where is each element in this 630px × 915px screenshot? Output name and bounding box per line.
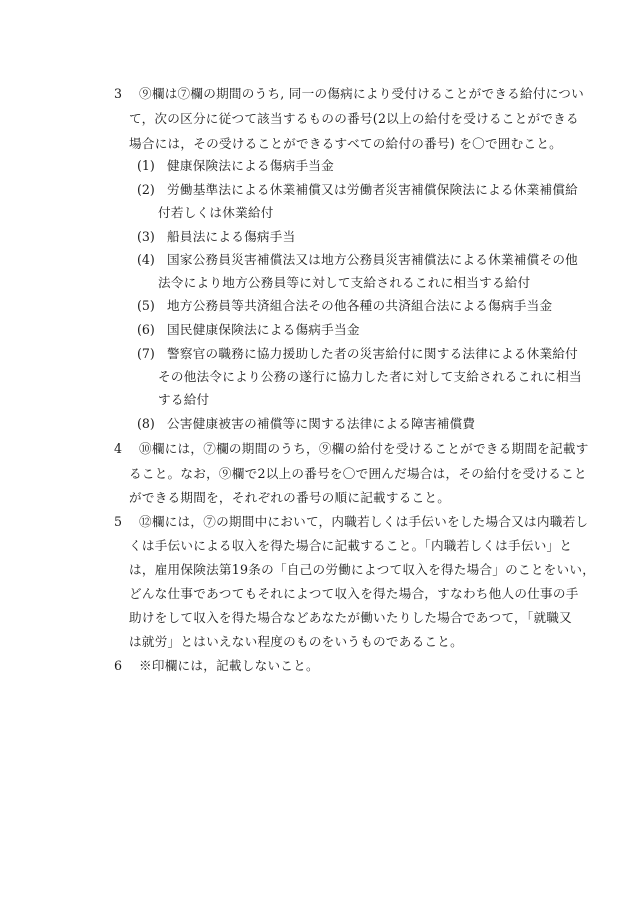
item-number: (3) xyxy=(137,229,155,244)
section-text-line: ⑩欄には，⑦欄の期間のうち，⑨欄の給付を受けることができる期間を記載す xyxy=(139,441,589,456)
section-text-line: は，雇用保険法第19条の「自己の労働によつて収入を得た場合」のことをいい， xyxy=(129,562,596,577)
item-text-line: 労働基準法による休業補償又は労働者災害補償保険法による休業補償給 xyxy=(167,182,578,197)
item-number: (5) xyxy=(137,298,155,313)
item-text-line: 健康保険法による傷病手当金 xyxy=(167,158,334,173)
section-text-line: て，次の区分に従つて該当するものの番号(2以上の給付を受けることができる xyxy=(129,111,579,126)
section-text-line: ⑫欄には，⑦の期間中において，内職若しくは手伝いをした場合又は内職若し xyxy=(139,514,589,529)
section-text-line: ること。なお，⑨欄で2以上の番号を〇で囲んだ場合は，その給付を受けること xyxy=(129,466,587,481)
item-number: (8) xyxy=(137,416,155,431)
section-number: 5 xyxy=(114,514,123,529)
item-text-line: その他法令により公務の遂行に協力した者に対して支給されるこれに相当 xyxy=(158,369,582,384)
section-number: 6 xyxy=(114,658,123,673)
item-text-line: 付若しくは休業給付 xyxy=(158,205,274,220)
section-text-line: くは手伝いによる収入を得た場合に記載すること。「内職若しくは手伝い」と xyxy=(129,538,573,553)
item-text-line: する給付 xyxy=(158,392,210,407)
item-number: (1) xyxy=(137,158,155,173)
item-number: (4) xyxy=(137,252,155,267)
section-text-line: ※印欄には，記載しないこと。 xyxy=(139,658,319,673)
item-text-line: 国家公務員災害補償法又は地方公務員災害補償法による休業補償その他 xyxy=(167,252,578,267)
item-text-line: 法令により地方公務員等に対して支給されるこれに相当する給付 xyxy=(158,275,531,290)
item-number: (2) xyxy=(137,182,155,197)
section-text-line: 助けをして収入を得た場合などあなたが働いたりした場合であつて，「就職又 xyxy=(129,610,572,625)
item-text-line: 警察官の職務に協力援助した者の災害給付に関する法律による休業給付 xyxy=(167,346,578,361)
item-number: (7) xyxy=(137,346,155,361)
item-text-line: 国民健康保険法による傷病手当金 xyxy=(167,322,360,337)
section-number: 3 xyxy=(114,86,123,101)
item-text-line: 船員法による傷病手当 xyxy=(167,229,296,244)
section-number: 4 xyxy=(114,441,123,456)
item-text-line: 公害健康被害の補償等に関する法律による障害補償費 xyxy=(167,416,476,431)
section-text-line: どんな仕事であつてもそれによつて収入を得た場合，すなわち他人の仕事の手 xyxy=(129,586,579,601)
section-text-line: 場合には，その受けることができるすべての給付の番号) を〇で囲むこと。 xyxy=(129,136,563,151)
section-text-line: は就労」とはいえない程度のものをいうものであること。 xyxy=(129,634,463,649)
section-text-line: ⑨欄は⑦欄の期間のうち, 同一の傷病により受付けることができる給付につい xyxy=(139,86,584,101)
item-number: (6) xyxy=(137,322,155,337)
item-text-line: 地方公務員等共済組合法その他各種の共済組合法による傷病手当金 xyxy=(167,298,553,313)
section-text-line: ができる期間を，それぞれの番号の順に記載すること。 xyxy=(129,490,451,505)
